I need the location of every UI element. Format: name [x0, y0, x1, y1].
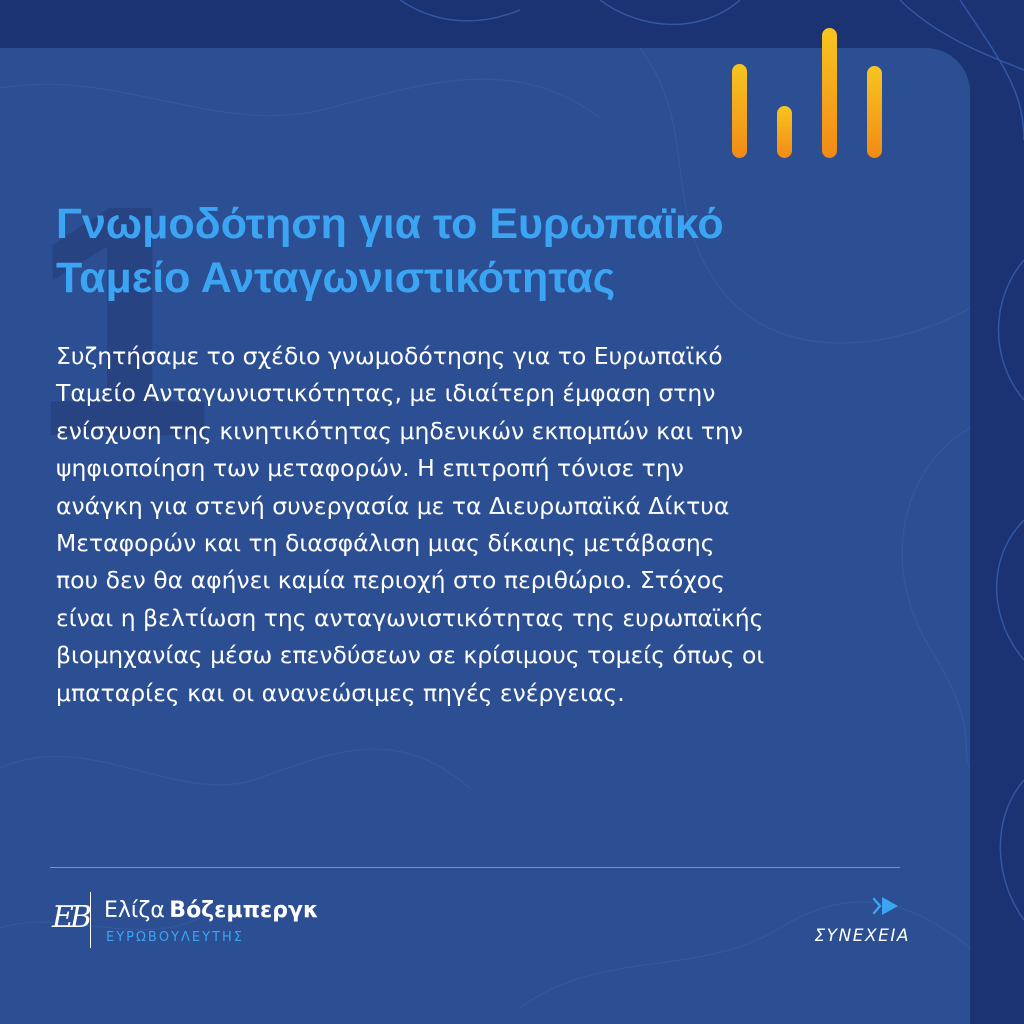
body-line: μπαταρίες και οι ανανεώσιμες πηγές ενέργειας. [56, 678, 625, 707]
body-line: Ταμείο Ανταγωνιστικότητας, με ιδιαίτερη έμφαση στην [56, 379, 716, 408]
bar-chart-icon [730, 26, 890, 166]
next-button[interactable] [790, 894, 910, 954]
body-line: που δεν θα αφήνει καμία περιοχή στο περιθώριο. Στόχος [56, 566, 725, 595]
body-line: ενίσχυση της κινητικότητας μηδενικών εκπομπών και την [56, 416, 744, 445]
author-first-name: Ελίζα [104, 898, 165, 923]
author-name [104, 898, 319, 923]
title-line: Γνωμοδότηση για το Ευρωπαϊκό [56, 200, 724, 248]
body-line: είναι η βελτίωση της ανταγωνιστικότητας της ευρωπαϊκής [56, 603, 764, 632]
monogram-logo: EB [52, 900, 88, 935]
page-title [56, 197, 936, 305]
author-last-name: Βόζεμπεργκ [169, 898, 319, 923]
body-line: Μεταφορών και τη διασφάλιση μιας δίκαιης μετάβασης [56, 529, 715, 558]
author-role: ΕΥΡΩΒΟΥΛΕΥΤΗΣ [106, 930, 244, 945]
body-line: Συζητήσαμε το σχέδιο γνωμοδότησης για το Ευρωπαϊκό [56, 342, 723, 370]
footer [50, 890, 910, 960]
title-line: Ταμείο Ανταγωνιστικότητας [56, 254, 616, 302]
body-paragraph [56, 338, 956, 712]
logo-separator [90, 892, 91, 948]
next-label: ΣΥΝΕΧΕΙΑ [814, 926, 910, 946]
body-line: ανάγκη για στενή συνεργασία με τα Διευρωπαϊκά Δίκτυα [56, 491, 730, 520]
play-forward-icon [870, 894, 900, 918]
decorative-number: 1 [30, 136, 204, 505]
body-line: ψηφιοποίηση των μεταφορών. Η επιτροπή τόνισε την [56, 454, 684, 483]
body-line: βιομηχανίας μέσω επενδύσεων σε κρίσιμους τομείς όπως οι [56, 641, 765, 670]
footer-divider [50, 867, 900, 868]
